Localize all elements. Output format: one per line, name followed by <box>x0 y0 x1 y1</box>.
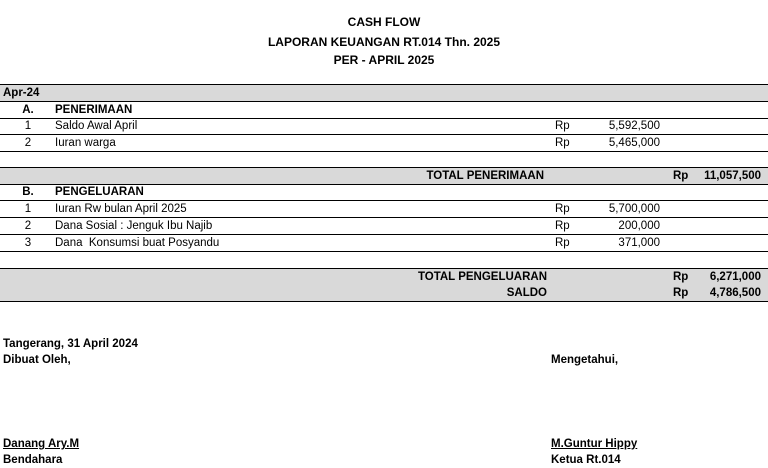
row-amount: 5,700,000 <box>608 203 660 215</box>
table-row <box>0 118 768 135</box>
row-currency: Rp <box>555 120 570 132</box>
balance-currency: Rp <box>673 287 689 299</box>
balance-label: SALDO <box>506 287 547 299</box>
treasurer-role: Bendahara <box>3 454 63 466</box>
row-number: 2 <box>24 137 32 149</box>
row-number: 1 <box>24 120 32 132</box>
report-period: PER - APRIL 2025 <box>333 53 435 67</box>
row-currency: Rp <box>555 220 570 232</box>
row-currency: Rp <box>555 137 570 149</box>
balance-amount: 4,786,500 <box>709 287 761 299</box>
total-receipts-currency: Rp <box>673 170 689 182</box>
receipts-heading-row <box>0 101 768 119</box>
balance-row <box>0 285 768 302</box>
table-row <box>0 235 768 252</box>
row-currency: Rp <box>555 237 570 249</box>
total-expenses-row <box>0 268 768 286</box>
total-expenses-label: TOTAL PENGELUARAN <box>417 271 547 283</box>
row-description: Dana Sosial : Jenguk Ibu Najib <box>55 220 213 232</box>
row-description: Saldo Awal April <box>55 120 138 132</box>
total-expenses-amount: 6,271,000 <box>709 271 761 283</box>
row-amount: 371,000 <box>618 237 660 249</box>
expenses-letter: B. <box>22 186 34 198</box>
row-number: 3 <box>24 237 32 249</box>
place-date: Tangerang, 31 April 2024 <box>3 338 138 350</box>
made-by-label: Dibuat Oleh, <box>3 354 71 366</box>
chairman-name: M.Guntur Hippy <box>551 438 638 450</box>
row-number: 1 <box>24 203 32 215</box>
chairman-role: Ketua Rt.014 <box>551 454 621 466</box>
row-description: Iuran Rw bulan April 2025 <box>55 203 187 215</box>
expenses-heading-row <box>0 184 768 201</box>
row-number: 2 <box>24 220 32 232</box>
treasurer-name: Danang Ary.M <box>3 438 80 450</box>
table-row <box>0 201 768 218</box>
row-amount: 5,465,000 <box>608 137 660 149</box>
total-receipts-row <box>0 167 768 185</box>
table-row <box>0 218 768 235</box>
row-description: Dana Konsumsi buat Posyandu <box>55 237 220 249</box>
total-expenses-currency: Rp <box>673 271 689 283</box>
row-amount: 200,000 <box>618 220 660 232</box>
acknowledged-label: Mengetahui, <box>551 354 619 366</box>
table-row <box>0 135 768 152</box>
row-currency: Rp <box>555 203 570 215</box>
receipts-letter: A. <box>22 104 34 116</box>
report-subtitle: LAPORAN KEUANGAN RT.014 Thn. 2025 <box>267 35 501 49</box>
receipts-heading: PENERIMAAN <box>55 104 133 116</box>
total-receipts-label: TOTAL PENERIMAAN <box>426 170 544 182</box>
report-title: CASH FLOW <box>347 15 421 29</box>
row-description: Iuran warga <box>55 137 116 149</box>
expenses-heading: PENGELUARAN <box>55 186 144 198</box>
period-label: Apr-24 <box>3 87 40 99</box>
total-receipts-amount: 11,057,500 <box>704 170 761 182</box>
row-amount: 5,592,500 <box>608 120 660 132</box>
period-row <box>0 84 768 101</box>
